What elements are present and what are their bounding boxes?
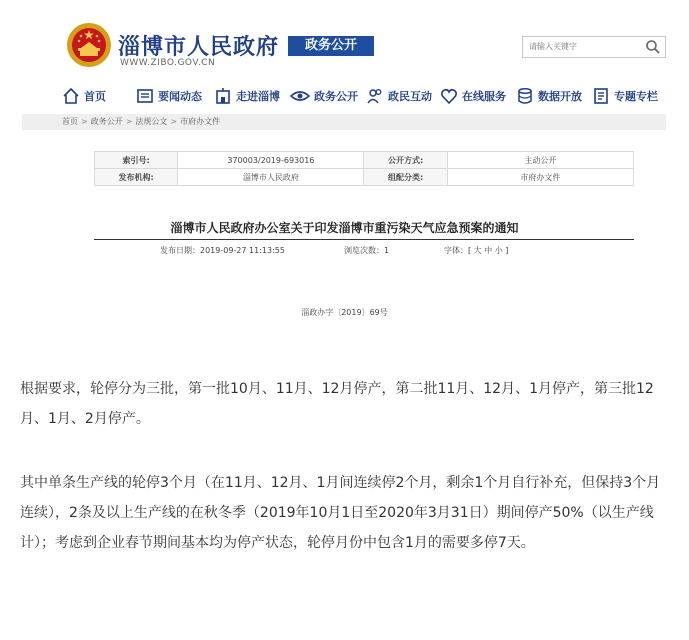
nav-item-open-gov[interactable] (290, 84, 358, 108)
document-icon (592, 87, 610, 105)
newspaper-icon (136, 87, 154, 105)
title-divider (94, 239, 634, 240)
nav-item-online-service[interactable] (440, 84, 506, 108)
category-value: 市府办文件 (447, 169, 633, 186)
nav-label: 首页 (84, 90, 106, 103)
article-paragraph-1: 根据要求，轮停分为三批，第一批10月、11月、12月停产，第二批11月、12月、1月停产，第三批12月、1月、2月停产。 (20, 381, 654, 427)
breadcrumb-regulations[interactable]: 法规公文 (135, 117, 168, 126)
breadcrumb-open-gov[interactable]: 政务公开 (90, 117, 123, 126)
breadcrumb-home[interactable]: 首页 (62, 117, 78, 126)
document-meta-table (94, 151, 634, 186)
nav-item-open-data[interactable] (516, 84, 582, 108)
nav-label: 在线服务 (462, 90, 506, 103)
nav-item-about[interactable] (214, 84, 280, 108)
search-input[interactable] (529, 39, 639, 53)
people-icon (366, 87, 384, 105)
article-paragraph-2: 其中单条生产线的轮停3个月（在11月、12月、1月间连续停2个月，剩余1个月自行补充，但保持3个月连续），2条及以上生产线的在秋冬季（2019年10月1日至2020年3月31日）期间停产50%（以生产线计）；考虑到企业春节期间基本均为停产状态，轮停月份中包含1月的需要多停7天。 (20, 475, 661, 551)
nav-item-interaction[interactable] (366, 84, 432, 108)
nav-label: 要闻动态 (158, 90, 202, 103)
breadcrumb-current[interactable]: 市府办文件 (180, 117, 221, 126)
search-box[interactable] (522, 36, 666, 58)
nav-label: 专题专栏 (614, 90, 658, 103)
nav-label: 政务公开 (314, 90, 358, 103)
publish-date: 发布日期：2019-09-27 11:13:55 (160, 246, 285, 255)
site-title[interactable]: 淄博市人民政府 (118, 35, 280, 60)
nav-label: 政民互动 (388, 90, 432, 103)
document-number: 淄政办字〔2019〕69号 (301, 308, 388, 317)
index-value: 370003/2019-693016 (178, 152, 364, 169)
nav-item-news[interactable] (136, 84, 202, 108)
national-emblem-icon (66, 22, 112, 68)
main-nav (60, 84, 670, 108)
site-header (0, 0, 689, 80)
nav-label: 数据开放 (538, 90, 582, 103)
index-label: 索引号: (95, 152, 178, 169)
open-method-label: 公开方式: (364, 152, 447, 169)
search-icon[interactable] (645, 39, 661, 55)
category-label: 组配分类: (364, 169, 447, 186)
database-icon (516, 87, 534, 105)
section-badge: 政务公开 (288, 36, 374, 56)
nav-item-home[interactable] (62, 84, 106, 108)
view-count: 浏览次数：1 (344, 246, 390, 255)
font-size-switch[interactable]: 字体：[ 大 中 小 ] (444, 246, 509, 255)
home-icon (62, 87, 80, 105)
table-row (95, 169, 634, 186)
nav-label: 走进淄博 (236, 90, 280, 103)
document-title: 淄博市人民政府办公室关于印发淄博市重污染天气应急预案的通知 (170, 221, 519, 235)
breadcrumb: 首页 > 政务公开 > 法规公文 > 市府办文件 (22, 114, 666, 130)
building-icon (214, 87, 232, 105)
nav-item-topics[interactable] (592, 84, 658, 108)
table-row (95, 152, 634, 169)
publisher-label: 发布机构: (95, 169, 178, 186)
publisher-value: 淄博市人民政府 (178, 169, 364, 186)
eye-icon (290, 87, 310, 105)
open-method-value: 主动公开 (447, 152, 633, 169)
site-url: WWW.ZIBO.GOV.CN (120, 58, 216, 68)
heart-icon (440, 87, 458, 105)
